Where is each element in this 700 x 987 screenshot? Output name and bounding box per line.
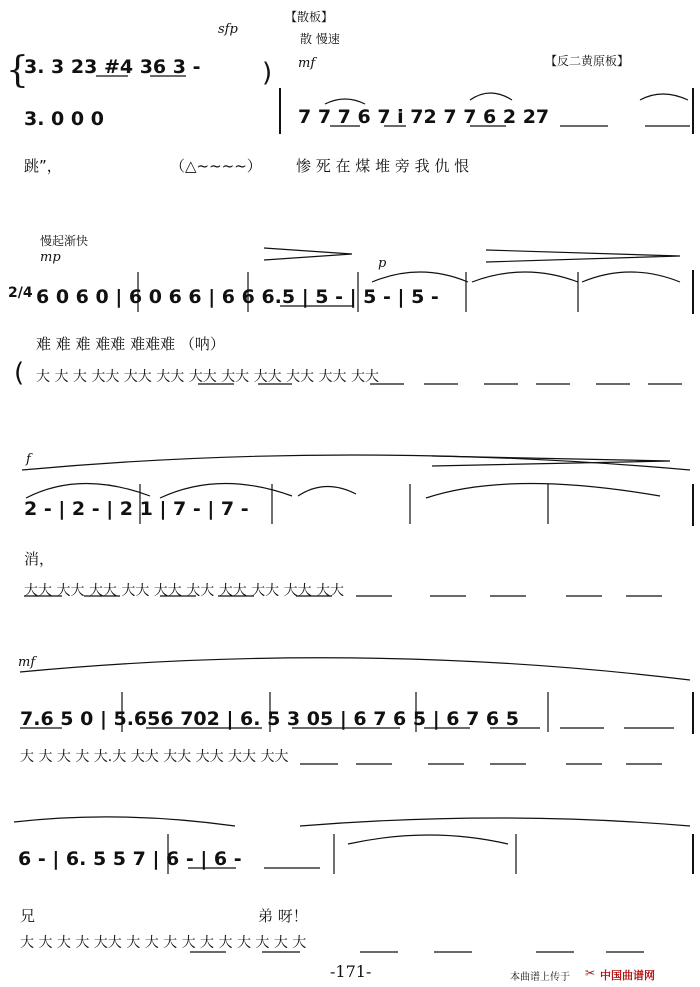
brace: { xyxy=(6,50,29,91)
section-sanban: 【散板】 xyxy=(285,10,334,24)
site-logo-icon: ✂ xyxy=(585,966,596,980)
site-name: 中国曲谱网 xyxy=(600,969,655,982)
time-signature: 2/4 xyxy=(8,285,33,301)
tempo-san-man-su: 散 慢速 xyxy=(300,32,340,46)
system3-notes: 2 - | 2 - | 2 1 | 7 - | 7 - xyxy=(24,498,249,520)
system2-notes: 6 0 6 0 | 6 0 6 6 | 6 6 6.5 | 5 - | 5 - | 5 - xyxy=(36,286,439,308)
system1-lyric-left: 跳”， xyxy=(24,157,62,175)
dynamic-mf-2: mf xyxy=(18,655,36,670)
dynamic-mp: mp xyxy=(40,250,61,265)
dynamic-p: p xyxy=(378,256,387,271)
perc-open-paren: ( xyxy=(14,358,25,388)
system5-notes: 6 - | 6. 5 5 7 | 6 - | 6 - xyxy=(18,848,242,870)
system1-melody: 7 7 7 6 7 i 72 7 7 6 2 27 xyxy=(298,106,550,128)
page-number: -171- xyxy=(330,962,372,981)
dynamic-mf: mf xyxy=(298,56,316,71)
section-fan-erhuang: 【反二黄原板】 xyxy=(545,54,630,68)
dynamic-f: f xyxy=(26,452,31,467)
system1-lyric-paren: （△~~~~） xyxy=(170,157,262,175)
system1-close-paren: ) xyxy=(262,58,273,88)
system3-percussion: 大大 大大 大大 大大 大大 大大 大大 大大 大大 大大 xyxy=(24,583,345,599)
system1-voice-lower: 3. 0 0 0 xyxy=(24,108,104,130)
system5-percussion: 大 大 大 大 大大 大 大 大 大 大 大 大 大 大 大 xyxy=(20,935,307,951)
system1-lyric-right: 惨 死 在 煤 堆 旁 我 仇 恨 xyxy=(296,157,470,175)
system4-notes: 7.6 5 0 | 5.656 702 | 6. 5 3 05 | 6 7 6 5 | 6 7 6 5 xyxy=(20,708,519,730)
system5-lyric-left: 兄 xyxy=(20,907,36,925)
system1-voice-upper: 3. 3 23 #4 36 3 - xyxy=(24,56,201,78)
system2-percussion: 大 大 大 大大 大大 大大 大大 大大 大大 大大 大大 大大 xyxy=(36,369,379,385)
system4-percussion: 大 大 大 大 大.大 大大 大大 大大 大大 大大 xyxy=(20,749,289,765)
system2-lyric: 难 难 难 难难 难难难 （呐） xyxy=(36,335,225,353)
dynamic-sfp: sfp xyxy=(218,22,238,37)
tempo-man-qi-jian-kuai: 慢起渐快 xyxy=(40,234,89,248)
system3-lyric: 消， xyxy=(24,550,55,568)
upload-note: 本曲谱上传于 xyxy=(510,972,570,983)
system5-lyric-right: 弟 呀！ xyxy=(258,907,308,925)
